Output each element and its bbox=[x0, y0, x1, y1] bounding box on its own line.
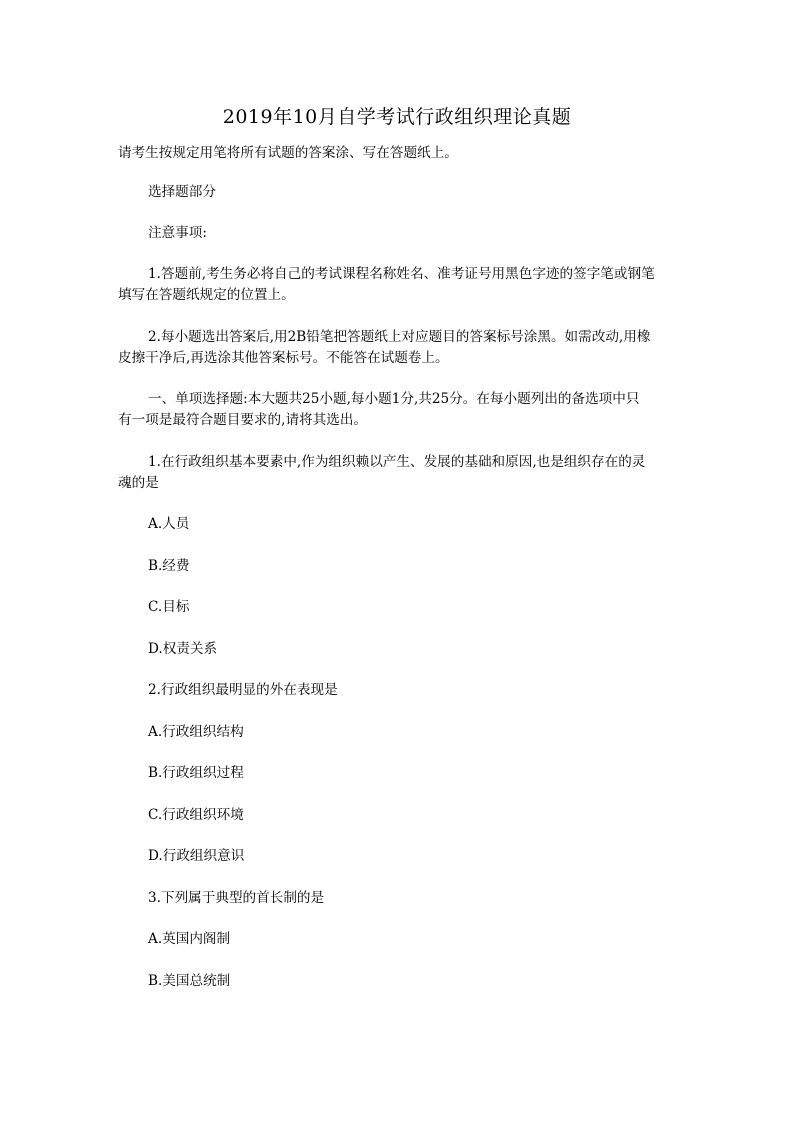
question-1-stem bbox=[118, 452, 678, 494]
section-heading: 选择题部分 bbox=[148, 184, 216, 200]
note-1-line-2: 填写在答题纸规定的位置上。 bbox=[118, 287, 295, 303]
notes-heading: 注意事项: bbox=[148, 225, 207, 241]
question-3-stem: 3.下列属于典型的首长制的是 bbox=[148, 890, 325, 906]
question-1-option-b: B.经费 bbox=[148, 558, 190, 574]
part-1-line-2: 有一项是最符合题目要求的,请将其选出。 bbox=[118, 412, 368, 428]
note-item-2 bbox=[118, 327, 678, 369]
question-2-option-c: C.行政组织环境 bbox=[148, 807, 244, 823]
question-1-option-c: C.目标 bbox=[148, 599, 190, 615]
note-item-1 bbox=[118, 264, 678, 306]
note-1-line-1: 1.答题前,考生务必将自己的考试课程名称姓名、准考证号用黑色字迹的签字笔或钢笔 bbox=[148, 266, 655, 282]
question-2-option-d: D.行政组织意识 bbox=[148, 848, 245, 864]
question-3-option-a: A.英国内阁制 bbox=[148, 931, 231, 947]
question-2-option-b: B.行政组织过程 bbox=[148, 765, 244, 781]
page-title: 2019年10月自学考试行政组织理论真题 bbox=[222, 106, 572, 128]
question-1-line-1: 1.在行政组织基本要素中,作为组织赖以产生、发展的基础和原因,也是组织存在的灵 bbox=[148, 454, 646, 470]
note-2-line-1: 2.每小题选出答案后,用2B铅笔把答题纸上对应题目的答案标号涂黑。如需改动,用橡 bbox=[148, 329, 651, 345]
question-1-option-a: A.人员 bbox=[148, 516, 190, 532]
question-2-option-a: A.行政组织结构 bbox=[148, 724, 244, 740]
question-1-line-2: 魂的是 bbox=[118, 475, 159, 491]
part-1-heading bbox=[118, 389, 678, 431]
question-1-option-d: D.权责关系 bbox=[148, 641, 218, 657]
note-2-line-2: 皮擦干净后,再选涂其他答案标号。不能答在试题卷上。 bbox=[118, 350, 449, 366]
question-3-option-b: B.美国总统制 bbox=[148, 973, 231, 989]
part-1-line-1: 一、单项选择题:本大题共25小题,每小题1分,共25分。在每小题列出的备选项中只 bbox=[148, 391, 640, 407]
instruction-text: 请考生按规定用笔将所有试题的答案涂、写在答题纸上。 bbox=[118, 145, 458, 161]
question-2-stem: 2.行政组织最明显的外在表现是 bbox=[148, 682, 338, 698]
